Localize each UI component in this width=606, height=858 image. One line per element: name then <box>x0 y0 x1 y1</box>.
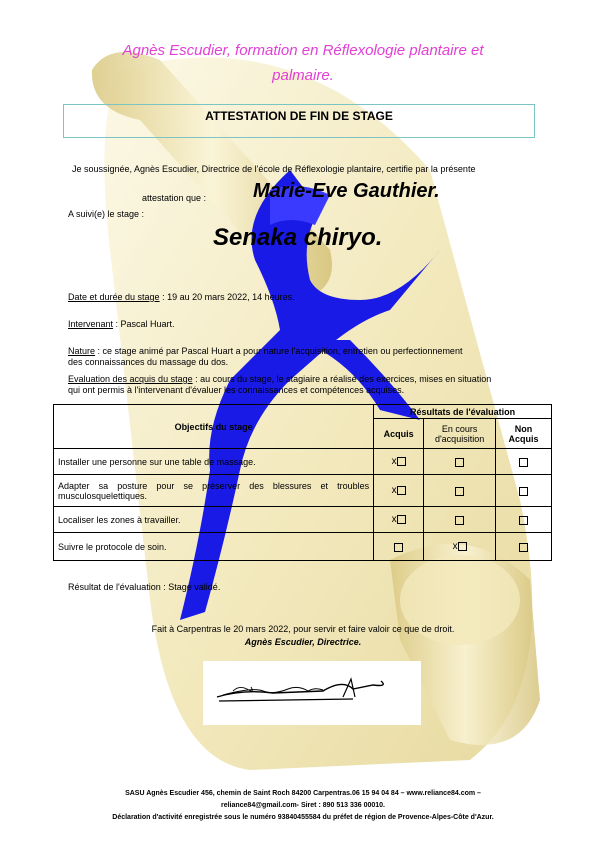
speaker-value: : Pascal Huart. <box>113 319 175 329</box>
signatory: Agnès Escudier, Directrice. <box>244 637 362 647</box>
checkbox-en-cours[interactable] <box>455 458 464 467</box>
signature-image <box>203 661 421 725</box>
company-footer <box>70 788 536 824</box>
evaluation-value-2: qui ont permis à l'intervenant d'évaluer les connaissances et compétences acquises. <box>68 385 405 395</box>
done-at-text: Fait à Carpentras le 20 mars 2022, pour servir et faire valoir ce que de droit. <box>151 624 455 634</box>
checkbox-en-cours[interactable] <box>458 542 467 551</box>
header-line-1: Agnès Escudier, formation en Réflexologie plantaire et <box>122 42 484 59</box>
evaluation-paragraph <box>68 374 538 396</box>
nature-label: Nature <box>68 346 96 356</box>
speaker-label: Intervenant <box>68 319 114 329</box>
x-mark: x <box>391 456 397 468</box>
table-row <box>54 449 552 475</box>
objective-cell: Localiser les zones à travailler. <box>54 507 374 533</box>
checkbox-acquis[interactable] <box>394 543 403 552</box>
footer-line-2: reliance84@gmail.com- Siret : 890 513 336 00010. <box>220 802 386 809</box>
checkbox-acquis[interactable] <box>397 515 406 524</box>
checkbox-non-acquis[interactable] <box>519 487 528 496</box>
nature-value: : ce stage animé par Pascal Huart a pour nature l'acquisition, entretien ou perfectionnement <box>95 346 463 356</box>
results-header: Résultats de l'évaluation <box>374 405 552 419</box>
checkbox-en-cours[interactable] <box>455 516 464 525</box>
footer-line-3: Déclaration d'activité enregistrée sous le numéro 93840455584 du préfet de région de Provence-Alpes-Côte d'Azur. <box>112 814 494 821</box>
date-line <box>68 292 295 303</box>
en-cours-header: En cours d'acquisition <box>424 419 496 449</box>
objective-cell: Adapter sa posture pour se préserver des blessures et troubles musculosquelettiques. <box>54 475 374 507</box>
checkbox-non-acquis[interactable] <box>519 543 528 552</box>
evaluation-label: Evaluation des acquis du stage <box>68 374 193 384</box>
checkbox-non-acquis[interactable] <box>519 516 528 525</box>
x-mark: x <box>452 541 458 553</box>
checkbox-non-acquis[interactable] <box>519 458 528 467</box>
intro-text: Je soussignée, Agnès Escudier, Directrice de l'école de Réflexologie plantaire, certifie par la présente <box>72 164 476 174</box>
nature-paragraph <box>68 346 538 368</box>
table-row <box>54 533 552 561</box>
participant-name: Marie-Eve Gauthier. <box>253 180 440 202</box>
x-mark: x <box>391 485 397 497</box>
checkbox-acquis[interactable] <box>397 457 406 466</box>
date-value: : 19 au 20 mars 2022, 14 heures. <box>159 292 295 302</box>
objectives-header: Objectifs du stage <box>54 405 374 449</box>
table-row <box>54 475 552 507</box>
header-line-2: palmaire. <box>272 67 334 84</box>
checkbox-en-cours[interactable] <box>455 487 464 496</box>
certificate-title: ATTESTATION DE FIN DE STAGE <box>63 104 535 138</box>
table-row <box>54 507 552 533</box>
followed-label: A suivi(e) le stage : <box>68 209 145 219</box>
date-label: Date et durée du stage <box>68 292 160 302</box>
organization-header <box>40 38 566 88</box>
objective-cell: Installer une personne sur une table de massage. <box>54 449 374 475</box>
objective-cell: Suivre le protocole de soin. <box>54 533 374 561</box>
nature-value-2: des connaissances du massage du dos. <box>68 357 229 367</box>
non-acquis-header: Non Acquis <box>496 419 552 449</box>
x-mark: x <box>391 514 397 526</box>
acquis-header: Acquis <box>374 419 424 449</box>
course-name: Senaka chiryo. <box>213 224 383 251</box>
result-text: Résultat de l'évaluation : Stage validé. <box>68 582 221 592</box>
attestation-label: attestation que : <box>142 193 207 203</box>
evaluation-table <box>53 404 552 561</box>
footer-line-1: SASU Agnès Escudier 456, chemin de Saint Roch 84200 Carpentras.06 15 94 04 84 – www.reliance84.com – <box>125 790 481 797</box>
evaluation-value: : au cours du stage, le stagiaire a réalisé des exercices, mises en situation <box>192 374 492 384</box>
speaker-line <box>68 319 175 330</box>
checkbox-acquis[interactable] <box>397 486 406 495</box>
